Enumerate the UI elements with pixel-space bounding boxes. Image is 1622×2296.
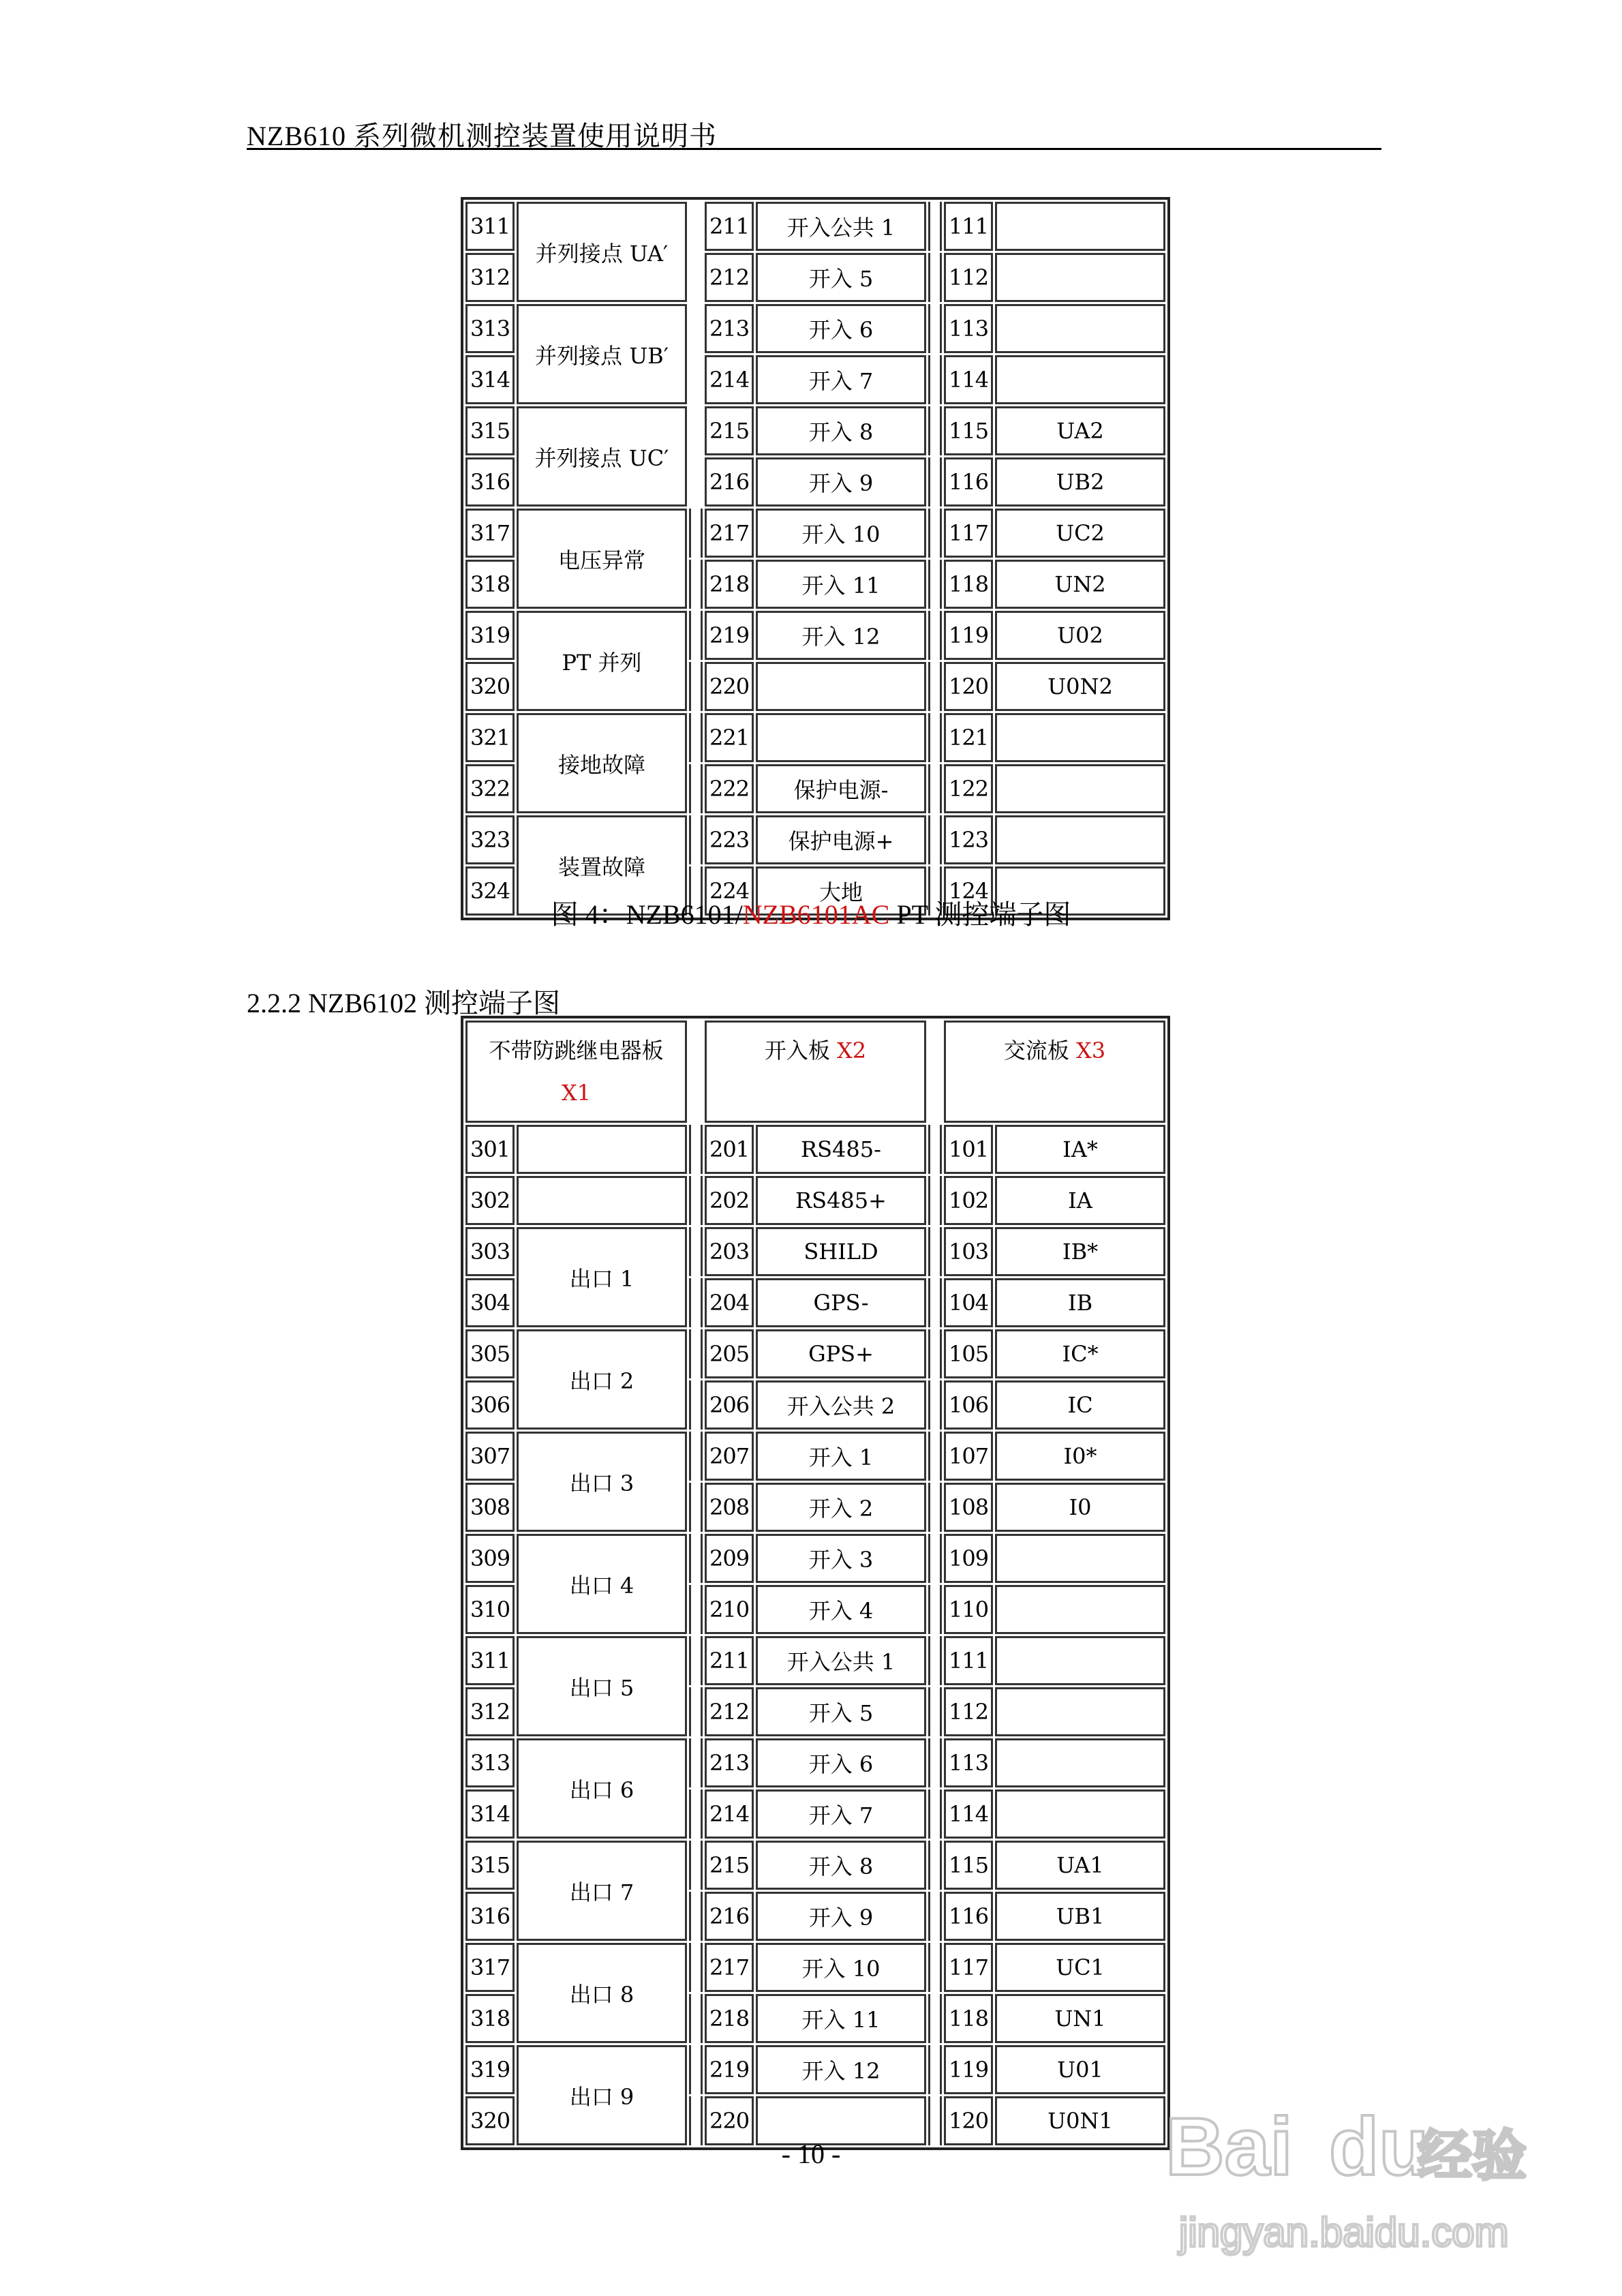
x1-terminal-label: 并列接点 UC′ [517, 406, 687, 507]
x1-terminal-number: 316 [465, 457, 515, 507]
x2-terminal-number: 212 [705, 253, 754, 302]
column-gap [689, 1841, 703, 1890]
column-gap [689, 1021, 703, 1123]
x2-terminal-number: 205 [705, 1329, 754, 1378]
table-row [465, 304, 1165, 353]
x2-terminal-label: RS485+ [756, 1176, 926, 1225]
column-gap [689, 764, 703, 813]
x1-terminal-number: 301 [465, 1125, 515, 1174]
column-gap [928, 1176, 942, 1225]
table-row [465, 1636, 1165, 1685]
column-gap [928, 202, 942, 251]
x1-terminal-number: 319 [465, 2045, 515, 2094]
x3-terminal-label: IB [995, 1278, 1165, 1327]
table-row [465, 1329, 1165, 1378]
x3-terminal-number: 113 [944, 304, 993, 353]
x2-terminal-number: 223 [705, 815, 754, 864]
x1-terminal-label: PT 并列 [517, 611, 687, 711]
x1-terminal-label: 出口 7 [517, 1841, 687, 1941]
column-gap [689, 304, 703, 353]
column-gap [928, 1227, 942, 1276]
table-row [465, 202, 1165, 251]
x3-terminal-label: UN2 [995, 560, 1165, 609]
column-gap [689, 1636, 703, 1685]
x1-terminal-number: 312 [465, 1687, 515, 1736]
column-gap [928, 355, 942, 404]
x1-board-header [465, 1021, 687, 1123]
x3-terminal-label: IA [995, 1176, 1165, 1225]
table-row [465, 1943, 1165, 1992]
x2-terminal-label: 大地 [756, 866, 926, 916]
x3-terminal-number: 114 [944, 1789, 993, 1839]
x2-terminal-number: 221 [705, 713, 754, 762]
column-gap [689, 1994, 703, 2043]
caption-red-model: NZB6101AC [742, 899, 890, 930]
x3-terminal-number: 106 [944, 1380, 993, 1430]
x2-terminal-label: 开入 12 [756, 2045, 926, 2094]
x3-terminal-label: IC* [995, 1329, 1165, 1378]
baidu-jingyan-watermark [1159, 2086, 1527, 2270]
x3-terminal-number: 122 [944, 764, 993, 813]
x2-terminal-label: 开入 1 [756, 1432, 926, 1481]
column-gap [928, 1534, 942, 1583]
x3-terminal-number: 109 [944, 1534, 993, 1583]
table-row [465, 611, 1165, 660]
x2-terminal-label: 保护电源+ [756, 815, 926, 864]
x1-terminal-label: 接地故障 [517, 713, 687, 813]
x3-terminal-number: 104 [944, 1278, 993, 1327]
x3-terminal-label [995, 202, 1165, 251]
x1-terminal-label: 出口 2 [517, 1329, 687, 1430]
column-gap [928, 1483, 942, 1532]
table-row [465, 1432, 1165, 1481]
column-gap [689, 1892, 703, 1941]
column-gap [928, 457, 942, 507]
column-gap [928, 1585, 942, 1634]
x1-terminal-number: 313 [465, 1738, 515, 1787]
x2-terminal-label: 开入公共 2 [756, 1380, 926, 1430]
x3-terminal-label: UB2 [995, 457, 1165, 507]
x3-terminal-label [995, 764, 1165, 813]
x3-terminal-number: 105 [944, 1329, 993, 1378]
x1-terminal-number: 316 [465, 1892, 515, 1941]
x1-terminal-number: 313 [465, 304, 515, 353]
x3-terminal-label [995, 304, 1165, 353]
x3-terminal-label [995, 713, 1165, 762]
x3-terminal-number: 120 [944, 2096, 993, 2145]
column-gap [689, 1227, 703, 1276]
column-gap [928, 713, 942, 762]
x2-terminal-label: 开入公共 1 [756, 1636, 926, 1685]
x2-terminal-number: 216 [705, 457, 754, 507]
x3-terminal-label: IB* [995, 1227, 1165, 1276]
header-rule [247, 148, 1381, 150]
column-gap [689, 611, 703, 660]
x3-terminal-label [995, 1738, 1165, 1787]
x3-terminal-number: 112 [944, 253, 993, 302]
x3-terminal-label: UB1 [995, 1892, 1165, 1941]
x1-terminal-label: 出口 6 [517, 1738, 687, 1839]
x2-terminal-label [756, 662, 926, 711]
column-gap [689, 202, 703, 251]
x1-header-text: 不带防跳继电器板 [489, 1038, 664, 1063]
x1-terminal-number: 315 [465, 406, 515, 455]
x3-terminal-label [995, 1534, 1165, 1583]
x2-terminal-label: 开入 12 [756, 611, 926, 660]
x2-header-red: X2 [837, 1038, 867, 1063]
column-gap [928, 1994, 942, 2043]
column-gap [689, 1534, 703, 1583]
column-gap [689, 1585, 703, 1634]
x1-terminal-label: 出口 4 [517, 1534, 687, 1634]
x1-terminal-label [517, 1176, 687, 1225]
x3-terminal-number: 110 [944, 1585, 993, 1634]
column-gap [928, 253, 942, 302]
x1-terminal-label: 出口 8 [517, 1943, 687, 2043]
x3-terminal-label: UC1 [995, 1943, 1165, 1992]
x3-terminal-label: IC [995, 1380, 1165, 1430]
x2-terminal-label: 开入 7 [756, 1789, 926, 1839]
x1-terminal-number: 314 [465, 355, 515, 404]
column-gap [928, 662, 942, 711]
x2-terminal-label: 开入 8 [756, 406, 926, 455]
x3-terminal-number: 116 [944, 457, 993, 507]
x2-board-header [705, 1021, 926, 1123]
x1-terminal-label: 出口 5 [517, 1636, 687, 1736]
x2-terminal-label [756, 713, 926, 762]
x2-terminal-label: 开入 6 [756, 1738, 926, 1787]
x2-terminal-label: 开入 6 [756, 304, 926, 353]
x1-terminal-number: 306 [465, 1380, 515, 1430]
x1-terminal-label: 出口 1 [517, 1227, 687, 1327]
x1-terminal-label [517, 1125, 687, 1174]
column-gap [928, 611, 942, 660]
column-gap [928, 1125, 942, 1174]
table-row [465, 1738, 1165, 1787]
table-row [465, 1227, 1165, 1276]
x3-terminal-label: U0N1 [995, 2096, 1165, 2145]
figure5-terminal-table [461, 1016, 1170, 2150]
watermark-brand: Bai [1165, 2101, 1293, 2192]
column-gap [689, 1125, 703, 1174]
x2-terminal-number: 220 [705, 2096, 754, 2145]
column-gap [928, 2045, 942, 2094]
column-gap [689, 662, 703, 711]
x3-terminal-label: U01 [995, 2045, 1165, 2094]
x2-terminal-label: 开入 7 [756, 355, 926, 404]
x2-terminal-label: 开入 4 [756, 1585, 926, 1634]
table-row [465, 713, 1165, 762]
x3-terminal-number: 120 [944, 662, 993, 711]
caption-suffix: PT 测控端子图 [889, 899, 1071, 930]
x2-terminal-label: 开入 10 [756, 1943, 926, 1992]
column-gap [689, 815, 703, 864]
x1-terminal-number: 311 [465, 202, 515, 251]
x3-board-header [944, 1021, 1165, 1123]
x2-terminal-number: 219 [705, 2045, 754, 2094]
x3-terminal-number: 102 [944, 1176, 993, 1225]
x1-terminal-number: 314 [465, 1789, 515, 1839]
x1-terminal-number: 311 [465, 1636, 515, 1685]
x3-terminal-number: 111 [944, 202, 993, 251]
column-gap [689, 1483, 703, 1532]
x2-terminal-number: 201 [705, 1125, 754, 1174]
x2-terminal-label: GPS+ [756, 1329, 926, 1378]
x2-terminal-label: 开入 2 [756, 1483, 926, 1532]
x3-terminal-label: I0 [995, 1483, 1165, 1532]
column-gap [928, 1329, 942, 1378]
x1-terminal-number: 322 [465, 764, 515, 813]
x1-terminal-number: 309 [465, 1534, 515, 1583]
table-row [465, 1176, 1165, 1225]
x3-terminal-number: 124 [944, 866, 993, 916]
x2-terminal-number: 220 [705, 662, 754, 711]
column-gap [689, 1687, 703, 1736]
x3-terminal-number: 117 [944, 1943, 993, 1992]
x1-terminal-label: 装置故障 [517, 815, 687, 916]
x1-terminal-number: 302 [465, 1176, 515, 1225]
x3-terminal-label [995, 1636, 1165, 1685]
x2-terminal-number: 215 [705, 1841, 754, 1890]
x2-terminal-number: 207 [705, 1432, 754, 1481]
column-gap [928, 406, 942, 455]
x2-terminal-label: 开入 5 [756, 253, 926, 302]
x3-terminal-label: UN1 [995, 1994, 1165, 2043]
column-gap [689, 1789, 703, 1839]
x2-terminal-number: 219 [705, 611, 754, 660]
x1-terminal-number: 317 [465, 509, 515, 558]
column-gap [689, 2045, 703, 2094]
x3-terminal-number: 119 [944, 611, 993, 660]
column-gap [689, 253, 703, 302]
x3-terminal-label: U02 [995, 611, 1165, 660]
column-gap [928, 509, 942, 558]
watermark-brand2: du [1329, 2101, 1429, 2192]
x2-terminal-label: 开入 5 [756, 1687, 926, 1736]
x2-terminal-label: 开入 11 [756, 1994, 926, 2043]
column-gap [689, 1329, 703, 1378]
x3-terminal-label [995, 355, 1165, 404]
x3-terminal-number: 114 [944, 355, 993, 404]
x1-terminal-number: 317 [465, 1943, 515, 1992]
column-gap [689, 406, 703, 455]
table-row [465, 1534, 1165, 1583]
x1-terminal-label: 出口 9 [517, 2045, 687, 2145]
x3-terminal-label [995, 1687, 1165, 1736]
column-gap [689, 1278, 703, 1327]
column-gap [689, 457, 703, 507]
table-row [465, 815, 1165, 864]
x3-terminal-label: IA* [995, 1125, 1165, 1174]
x1-terminal-number: 303 [465, 1227, 515, 1276]
x3-terminal-label: UA1 [995, 1841, 1165, 1890]
table-row [465, 1841, 1165, 1890]
x2-terminal-label: 开入 3 [756, 1534, 926, 1583]
x2-terminal-label: 开入 9 [756, 457, 926, 507]
watermark-url: jingyan.baidu.com [1179, 2209, 1509, 2255]
section-title: 2.2.2 NZB6102 测控端子图 [247, 988, 560, 1018]
x2-terminal-number: 210 [705, 1585, 754, 1634]
x2-terminal-number: 202 [705, 1176, 754, 1225]
x3-terminal-number: 118 [944, 1994, 993, 2043]
x2-terminal-number: 213 [705, 1738, 754, 1787]
column-gap [928, 1943, 942, 1992]
column-gap [689, 1380, 703, 1430]
x2-terminal-label: GPS- [756, 1278, 926, 1327]
x2-terminal-label: 开入公共 1 [756, 202, 926, 251]
column-gap [689, 1943, 703, 1992]
x3-terminal-number: 117 [944, 509, 993, 558]
x3-terminal-label: UC2 [995, 509, 1165, 558]
x3-terminal-number: 123 [944, 815, 993, 864]
x1-terminal-number: 310 [465, 1585, 515, 1634]
x1-terminal-number: 304 [465, 1278, 515, 1327]
x3-terminal-label [995, 1789, 1165, 1839]
x1-terminal-label: 出口 3 [517, 1432, 687, 1532]
x1-terminal-number: 315 [465, 1841, 515, 1890]
table-row [465, 509, 1165, 558]
x3-terminal-number: 121 [944, 713, 993, 762]
column-gap [928, 764, 942, 813]
x3-terminal-label: I0* [995, 1432, 1165, 1481]
x2-terminal-label: 开入 9 [756, 1892, 926, 1941]
column-gap [928, 1380, 942, 1430]
x2-terminal-number: 213 [705, 304, 754, 353]
column-gap [928, 1789, 942, 1839]
column-gap [928, 1841, 942, 1890]
x1-header-red: X1 [561, 1080, 592, 1106]
x3-terminal-number: 119 [944, 2045, 993, 2094]
x2-terminal-number: 216 [705, 1892, 754, 1941]
x2-terminal-number: 211 [705, 1636, 754, 1685]
x3-terminal-label: U0N2 [995, 662, 1165, 711]
x2-terminal-label: 开入 10 [756, 509, 926, 558]
column-gap [928, 1432, 942, 1481]
x3-terminal-number: 118 [944, 560, 993, 609]
column-gap [689, 1176, 703, 1225]
x2-terminal-number: 211 [705, 202, 754, 251]
x2-terminal-number: 204 [705, 1278, 754, 1327]
x3-terminal-label [995, 815, 1165, 864]
x3-terminal-number: 111 [944, 1636, 993, 1685]
column-gap [928, 1278, 942, 1327]
x2-terminal-label: 保护电源- [756, 764, 926, 813]
figure4-caption [0, 893, 1622, 932]
x2-terminal-number: 206 [705, 1380, 754, 1430]
x2-terminal-number: 209 [705, 1534, 754, 1583]
x2-terminal-label: SHILD [756, 1227, 926, 1276]
column-gap [928, 1021, 942, 1123]
x2-terminal-number: 203 [705, 1227, 754, 1276]
column-gap [689, 560, 703, 609]
x2-terminal-number: 215 [705, 406, 754, 455]
x1-terminal-number: 307 [465, 1432, 515, 1481]
x2-terminal-number: 212 [705, 1687, 754, 1736]
column-gap [928, 1738, 942, 1787]
x1-terminal-label: 电压异常 [517, 509, 687, 609]
x3-terminal-label [995, 1585, 1165, 1634]
table-row [465, 406, 1165, 455]
x1-terminal-label: 并列接点 UB′ [517, 304, 687, 404]
x1-terminal-number: 324 [465, 866, 515, 916]
x1-terminal-number: 319 [465, 611, 515, 660]
x1-terminal-label: 并列接点 UA′ [517, 202, 687, 302]
column-gap [689, 713, 703, 762]
column-gap [689, 355, 703, 404]
x3-terminal-number: 113 [944, 1738, 993, 1787]
watermark-cn: 经验 [1418, 2124, 1527, 2188]
x2-terminal-number: 214 [705, 355, 754, 404]
x3-terminal-number: 116 [944, 1892, 993, 1941]
table-row [465, 1125, 1165, 1174]
x1-terminal-number: 323 [465, 815, 515, 864]
x2-header-text: 开入板 [764, 1038, 838, 1063]
column-gap [689, 1738, 703, 1787]
x1-terminal-number: 320 [465, 2096, 515, 2145]
x2-terminal-number: 217 [705, 1943, 754, 1992]
page-number: - 10 - [781, 2139, 841, 2169]
x3-terminal-number: 115 [944, 406, 993, 455]
figure4-terminal-table [461, 197, 1170, 920]
x2-terminal-number: 208 [705, 1483, 754, 1532]
x3-header-text: 交流板 [1003, 1038, 1077, 1063]
column-gap [689, 509, 703, 558]
x2-terminal-label: 开入 8 [756, 1841, 926, 1890]
x2-terminal-number: 217 [705, 509, 754, 558]
x1-terminal-number: 318 [465, 1994, 515, 2043]
x2-terminal-number: 218 [705, 1994, 754, 2043]
table-row [465, 2045, 1165, 2094]
column-gap [928, 815, 942, 864]
x3-terminal-label [995, 253, 1165, 302]
x3-terminal-number: 107 [944, 1432, 993, 1481]
x3-terminal-label: UA2 [995, 406, 1165, 455]
caption-prefix: 图 4：NZB6101/ [551, 899, 743, 930]
x2-terminal-label: 开入 11 [756, 560, 926, 609]
x1-terminal-number: 308 [465, 1483, 515, 1532]
x1-terminal-number: 305 [465, 1329, 515, 1378]
column-gap [928, 1892, 942, 1941]
x1-terminal-number: 321 [465, 713, 515, 762]
x1-terminal-number: 312 [465, 253, 515, 302]
x1-terminal-number: 320 [465, 662, 515, 711]
x2-terminal-number: 224 [705, 866, 754, 916]
x2-terminal-label: RS485- [756, 1125, 926, 1174]
table-header-row [465, 1021, 1165, 1123]
x2-terminal-number: 214 [705, 1789, 754, 1839]
x3-terminal-number: 115 [944, 1841, 993, 1890]
x2-terminal-number: 222 [705, 764, 754, 813]
x1-terminal-number: 318 [465, 560, 515, 609]
column-gap [928, 1636, 942, 1685]
column-gap [928, 304, 942, 353]
x3-terminal-number: 103 [944, 1227, 993, 1276]
document-header-title: NZB610 系列微机测控装置使用说明书 [247, 121, 717, 151]
x3-terminal-number: 112 [944, 1687, 993, 1736]
column-gap [689, 1432, 703, 1481]
x3-terminal-number: 108 [944, 1483, 993, 1532]
x3-header-red: X3 [1076, 1038, 1106, 1063]
column-gap [928, 560, 942, 609]
column-gap [928, 1687, 942, 1736]
x2-terminal-number: 218 [705, 560, 754, 609]
x3-terminal-number: 101 [944, 1125, 993, 1174]
